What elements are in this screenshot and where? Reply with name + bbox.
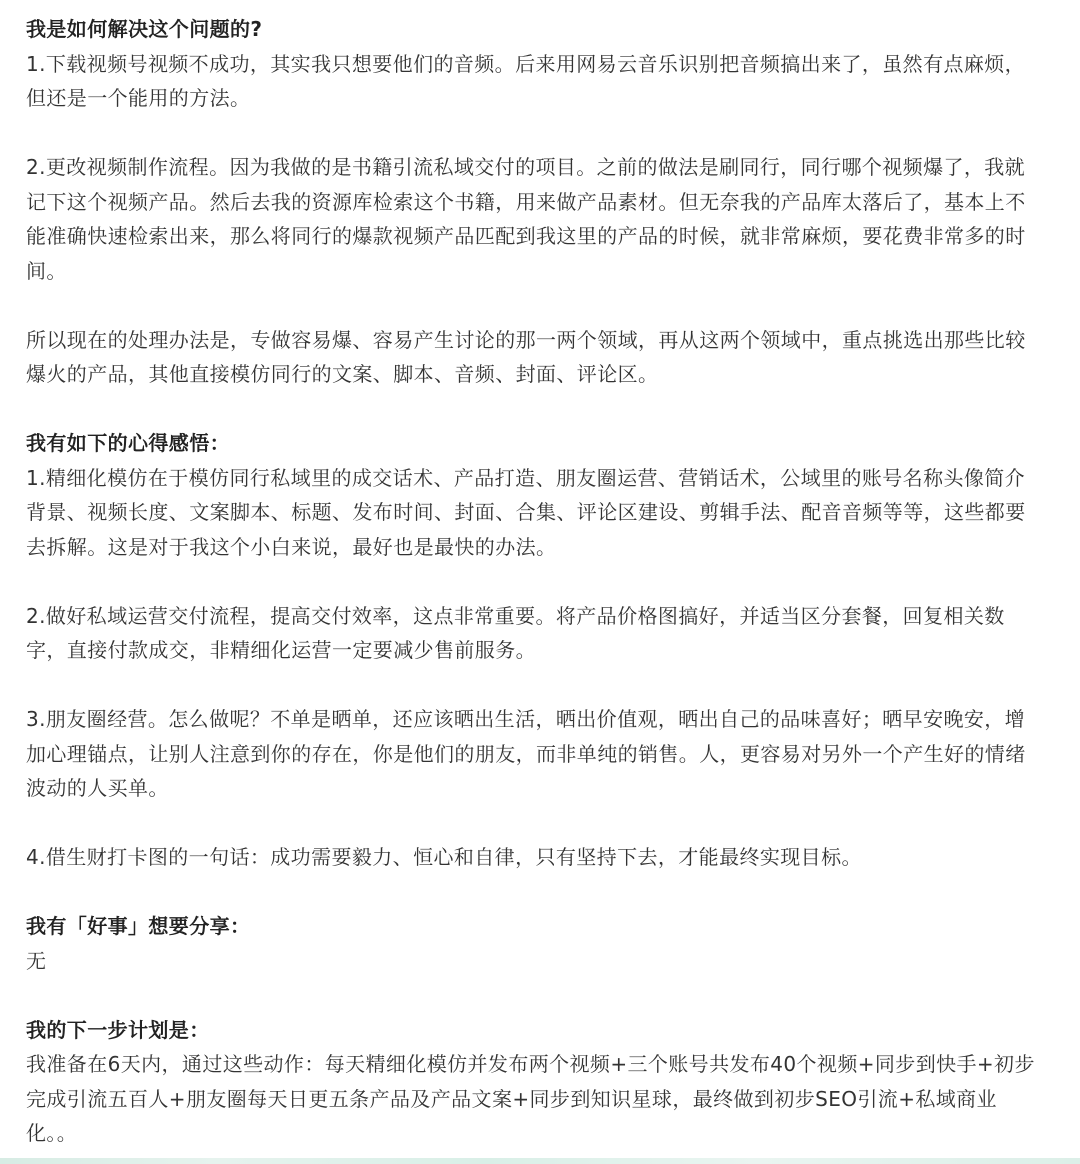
paragraph: 3.朋友圈经营。怎么做呢？不单是晒单，还应该晒出生活，晒出价值观，晒出自己的品味喜好；晒早安晚安，增加心理锚点，让别人注意到你的存在，你是他们的朋友，而非单纯的销售。人，更容易对另外一个产生好的情绪波动的人买单。 [26, 707, 1026, 800]
paragraph: 1.下载视频号视频不成功，其实我只想要他们的音频。后来用网易云音乐识别把音频搞出来了，虽然有点麻烦，但还是一个能用的方法。 [26, 51, 1026, 110]
paragraph-gap [26, 116, 1036, 151]
paragraph-gap [26, 564, 1036, 599]
paragraph: 2.更改视频制作流程。因为我做的是书籍引流私域交付的项目。之前的做法是刷同行，同行哪个视频爆了，我就记下这个视频产品。然后去我的资源库检索这个书籍，用来做产品素材。但无奈我的产品库太落后了，基本上不能准确快速检索出来，那么将同行的爆款视频产品匹配到我这里的产品的时候，就非常麻烦，要花费非常多的时间。 [26, 155, 1026, 283]
section-heading-good-news: 我有「好事」想要分享： [26, 914, 251, 938]
paragraph-gap [26, 288, 1036, 323]
paragraph: 2.做好私域运营交付流程，提高交付效率，这点非常重要。将产品价格图搞好，并适当区分套餐，回复相关数字，直接付款成交，非精细化运营一定要减少售前服务。 [26, 603, 1005, 662]
section-heading-solve: 我是如何解决这个问题的? [26, 17, 263, 41]
section-heading-next-plan: 我的下一步计划是： [26, 1017, 210, 1042]
paragraph-gap [26, 978, 1036, 1013]
paragraph-gap [26, 806, 1036, 841]
paragraph: 1.精细化模仿在于模仿同行私域里的成交话术、产品打造、朋友圈运营、营销话术，公域里的账号名称头像简介背景、视频长度、文案脚本、标题、发布时间、封面、合集、评论区建设、剪辑手法、配音音频等等，这些都要去拆解。这是对于我这个小白来说，最好也是最快的办法。 [26, 465, 1026, 559]
section-heading-insights: 我有如下的心得感悟： [26, 431, 230, 455]
paragraph-gap [26, 668, 1036, 703]
paragraph-gap [26, 392, 1036, 427]
article-body [26, 12, 1036, 1151]
paragraph: 所以现在的处理办法是，专做容易爆、容易产生讨论的那一两个领域，再从这两个领域中，重点挑选出那些比较爆火的产品，其他直接模仿同行的文案、脚本、音频、封面、评论区。 [26, 327, 1026, 386]
footer-divider [0, 1158, 1080, 1164]
paragraph-gap [26, 875, 1036, 910]
paragraph: 我准备在6天内，通过这些动作：每天精细化模仿并发布两个视频+三个账号共发布40个视频+同步到快手+初步完成引流五百人+朋友圈每天日更五条产品及产品文案+同步到知识星球，最终做到初步SEO引流+私域商业化。。 [26, 1052, 1035, 1145]
paragraph: 无 [26, 948, 47, 973]
paragraph: 4.借生财打卡图的一句话：成功需要毅力、恒心和自律，只有坚持下去，才能最终实现目标。 [26, 845, 862, 869]
